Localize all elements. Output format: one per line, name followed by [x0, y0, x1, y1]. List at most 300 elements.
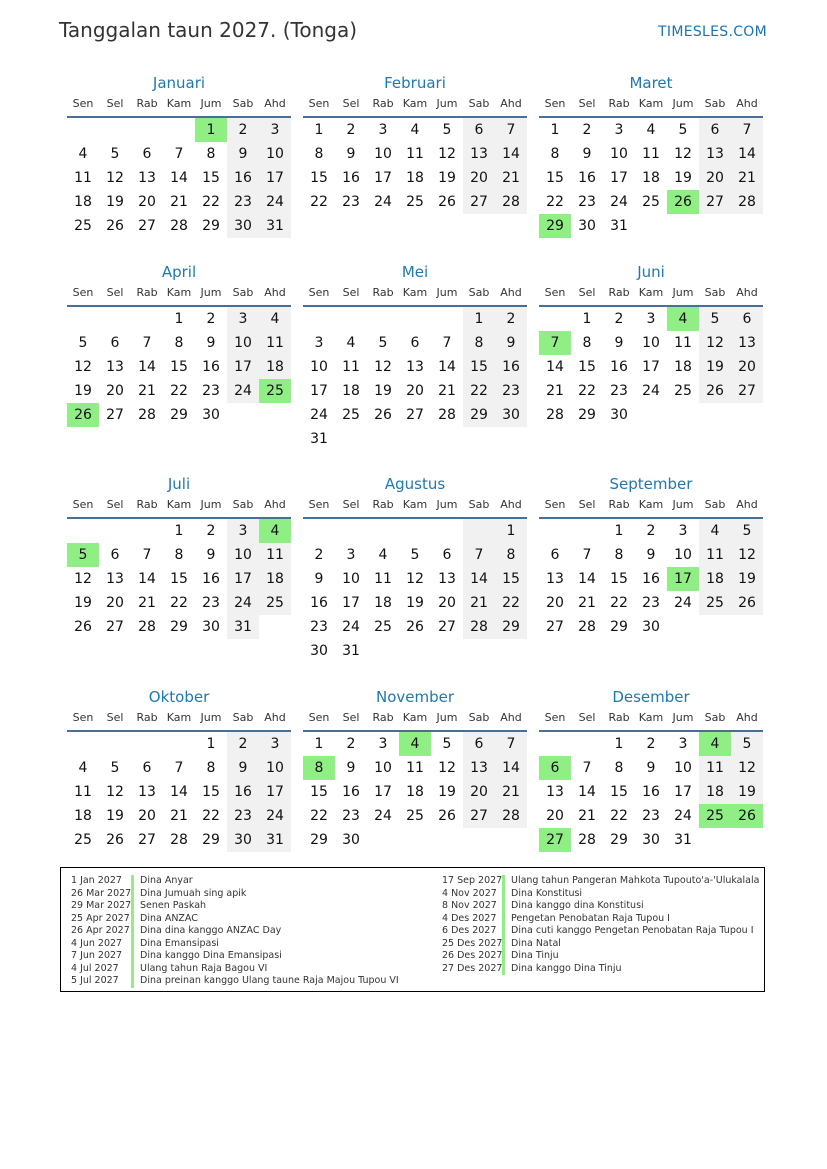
day-cell: 10 [374, 146, 392, 162]
day-cell: 16 [227, 780, 259, 804]
day-cell: 9 [582, 146, 592, 162]
day-cell: 13 [406, 359, 424, 375]
day-cell: 20 [699, 166, 731, 190]
weekday-label: Kam [166, 286, 192, 299]
day-cell: 7 [582, 760, 592, 776]
day-cell: 20 [731, 355, 763, 379]
legend-column-right [442, 875, 759, 975]
weekday-label: Jum [436, 711, 458, 724]
day-cell: 5 [378, 335, 388, 351]
weekday-label: Kam [166, 711, 192, 724]
day-cell: 5 [110, 760, 120, 776]
weekday-header [539, 495, 763, 519]
weekday-header [539, 283, 763, 307]
legend-item [71, 900, 399, 913]
holiday-legend [60, 867, 765, 992]
week-row [539, 591, 763, 615]
day-cell: 19 [438, 784, 456, 800]
empty-cell [731, 214, 763, 238]
week-row [303, 166, 527, 190]
weekday-label: Sab [232, 286, 254, 299]
legend-date: 25 Apr 2027 [71, 912, 130, 924]
day-cell: 13 [546, 784, 564, 800]
day-cell: 10 [674, 760, 692, 776]
month-november [303, 686, 527, 852]
empty-cell [399, 427, 431, 451]
empty-cell [99, 732, 131, 756]
day-cell: 16 [202, 359, 220, 375]
weekday-label: Sen [308, 97, 330, 110]
day-cell: 7 [174, 760, 184, 776]
legend-date: 26 Apr 2027 [71, 925, 130, 936]
day-cell: 2 [227, 118, 259, 142]
day-cell: 30 [202, 407, 220, 423]
day-cell: 12 [699, 331, 731, 355]
legend-item [442, 950, 759, 963]
weekday-label: Sen [544, 711, 566, 724]
weekday-label: Ahd [736, 286, 758, 299]
holiday-marker [131, 963, 134, 976]
day-cell: 9 [206, 335, 216, 351]
day-cell: 9 [227, 756, 259, 780]
day-cell: 29 [310, 832, 328, 848]
month-name: Juni [637, 263, 665, 281]
day-cell: 16 [610, 359, 628, 375]
day-cell: 26 [699, 379, 731, 403]
legend-item [71, 925, 399, 938]
day-cell: 26 [106, 218, 124, 234]
day-cell: 25 [674, 383, 692, 399]
week-row [539, 615, 763, 639]
month-name: April [161, 263, 197, 281]
empty-cell [67, 307, 99, 331]
weekday-label: Kam [638, 711, 664, 724]
weekday-label: Sen [544, 498, 566, 511]
day-cell: 15 [610, 571, 628, 587]
month-name: Agustus [384, 475, 446, 493]
holiday-marker [131, 925, 134, 938]
day-cell: 25 [406, 808, 424, 824]
empty-cell [539, 307, 571, 331]
empty-cell [635, 403, 667, 427]
day-cell: 23 [310, 619, 328, 635]
day-cell: 12 [374, 359, 392, 375]
week-row [539, 214, 763, 238]
day-cell: 7 [582, 547, 592, 563]
legend-date: 4 Jul 2027 [71, 962, 119, 974]
day-cell: 25 [642, 194, 660, 210]
weekday-label: Ahd [736, 711, 758, 724]
legend-holiday-name: Dina dina kanggo ANZAC Day [140, 925, 282, 936]
day-cell: 11 [74, 784, 92, 800]
day-cell: 16 [578, 170, 596, 186]
day-cell: 17 [674, 784, 692, 800]
day-cell: 5 [731, 732, 763, 756]
day-cell: 1 [463, 307, 495, 331]
weekday-label: Rab [608, 711, 630, 724]
legend-holiday-name: Dina ANZAC [140, 912, 198, 924]
day-cell: 14 [438, 359, 456, 375]
month-september [539, 473, 763, 639]
weekday-label: Sen [308, 711, 330, 724]
weekday-label: Sel [578, 286, 596, 299]
day-cell: 20 [138, 194, 156, 210]
day-cell: 19 [106, 808, 124, 824]
day-cell: 3 [346, 547, 356, 563]
day-cell: 25 [259, 591, 291, 615]
day-cell: 10 [342, 571, 360, 587]
day-cell: 11 [406, 760, 424, 776]
day-cell: 3 [378, 736, 388, 752]
day-cell: 17 [259, 780, 291, 804]
week-row [67, 355, 291, 379]
empty-cell [367, 828, 399, 852]
day-cell: 17 [642, 359, 660, 375]
legend-date: 4 Nov 2027 [442, 887, 497, 899]
brand-link[interactable]: TIMESLES.COM [658, 24, 767, 40]
legend-item [71, 963, 399, 976]
day-cell: 26 [106, 832, 124, 848]
day-cell: 9 [646, 547, 656, 563]
day-cell: 24 [674, 808, 692, 824]
day-cell: 30 [610, 407, 628, 423]
week-row [303, 355, 527, 379]
weekday-label: Sab [468, 498, 490, 511]
day-cell: 6 [410, 335, 420, 351]
week-row [539, 756, 763, 780]
weekday-label: Rab [372, 97, 394, 110]
empty-cell [99, 307, 131, 331]
month-april [67, 261, 291, 427]
weekday-label: Jum [672, 498, 694, 511]
day-cell: 14 [546, 359, 564, 375]
day-cell: 25 [406, 194, 424, 210]
day-cell: 12 [438, 146, 456, 162]
day-cell: 2 [614, 311, 624, 327]
day-cell: 23 [610, 383, 628, 399]
day-cell: 13 [463, 756, 495, 780]
day-cell: 5 [110, 146, 120, 162]
holiday-day-cell: 6 [539, 756, 571, 780]
month-maret [539, 72, 763, 238]
weekday-label: Jum [436, 97, 458, 110]
day-cell: 30 [202, 619, 220, 635]
holiday-marker [502, 963, 505, 976]
day-cell: 18 [699, 567, 731, 591]
day-cell: 4 [646, 122, 656, 138]
empty-cell [495, 427, 527, 451]
month-mei [303, 261, 527, 451]
weekday-label: Kam [166, 498, 192, 511]
day-cell: 15 [170, 359, 188, 375]
day-cell: 2 [646, 523, 656, 539]
week-row [303, 331, 527, 355]
day-cell: 3 [678, 736, 688, 752]
holiday-day-cell: 4 [399, 732, 431, 756]
day-cell: 14 [495, 756, 527, 780]
day-cell: 31 [227, 615, 259, 639]
day-cell: 20 [138, 808, 156, 824]
day-cell: 18 [406, 170, 424, 186]
holiday-day-cell: 5 [67, 543, 99, 567]
day-cell: 10 [259, 142, 291, 166]
month-februari [303, 72, 527, 214]
weekday-label: Sel [342, 97, 360, 110]
weekday-label: Sen [308, 286, 330, 299]
legend-holiday-name: Dina kanggo Dina Tinju [511, 962, 622, 974]
day-cell: 24 [610, 194, 628, 210]
week-row [303, 142, 527, 166]
week-row [539, 732, 763, 756]
day-cell: 9 [346, 760, 356, 776]
day-cell: 8 [206, 760, 216, 776]
day-cell: 6 [142, 146, 152, 162]
day-cell: 22 [463, 379, 495, 403]
day-cell: 27 [463, 804, 495, 828]
day-cell: 22 [202, 194, 220, 210]
holiday-day-cell: 7 [539, 331, 571, 355]
day-cell: 16 [642, 571, 660, 587]
weekday-label: Sel [342, 286, 360, 299]
empty-cell [431, 307, 463, 331]
day-cell: 21 [463, 591, 495, 615]
holiday-marker [131, 875, 134, 888]
legend-item [442, 900, 759, 913]
day-cell: 8 [582, 335, 592, 351]
day-cell: 16 [495, 355, 527, 379]
legend-date: 6 Des 2027 [442, 925, 497, 936]
empty-cell [463, 828, 495, 852]
month-name: September [609, 475, 693, 493]
weekday-label: Ahd [500, 711, 522, 724]
day-cell: 4 [410, 122, 420, 138]
day-cell: 6 [442, 547, 452, 563]
day-cell: 31 [342, 643, 360, 659]
day-cell: 23 [642, 595, 660, 611]
day-cell: 12 [674, 146, 692, 162]
day-cell: 24 [227, 379, 259, 403]
week-row [67, 166, 291, 190]
day-cell: 24 [342, 619, 360, 635]
legend-item [71, 888, 399, 901]
legend-date: 26 Mar 2027 [71, 887, 132, 899]
day-cell: 13 [138, 170, 156, 186]
empty-cell [131, 519, 163, 543]
week-row [67, 307, 291, 331]
day-cell: 29 [202, 832, 220, 848]
day-cell: 3 [227, 519, 259, 543]
empty-cell [431, 519, 463, 543]
legend-holiday-name: Dina Konstitusi [511, 887, 583, 899]
legend-holiday-name: Pengetan Penobatan Raja Tupou I [511, 912, 670, 924]
week-row [539, 331, 763, 355]
day-cell: 4 [78, 146, 88, 162]
week-row [539, 142, 763, 166]
empty-cell [67, 118, 99, 142]
empty-cell [699, 615, 731, 639]
day-cell: 24 [374, 808, 392, 824]
day-cell: 19 [74, 383, 92, 399]
day-cell: 1 [495, 519, 527, 543]
empty-cell [99, 519, 131, 543]
day-cell: 29 [610, 619, 628, 635]
weekday-label: Rab [136, 97, 158, 110]
day-cell: 13 [546, 571, 564, 587]
holiday-day-cell: 8 [303, 756, 335, 780]
day-cell: 21 [438, 383, 456, 399]
week-row [303, 567, 527, 591]
week-row [303, 307, 527, 331]
day-cell: 26 [438, 194, 456, 210]
day-cell: 2 [582, 122, 592, 138]
day-cell: 8 [614, 760, 624, 776]
day-cell: 25 [74, 218, 92, 234]
week-row [303, 732, 527, 756]
day-cell: 27 [546, 619, 564, 635]
day-cell: 16 [227, 166, 259, 190]
week-row [67, 615, 291, 639]
day-cell: 23 [495, 379, 527, 403]
holiday-marker [131, 913, 134, 926]
day-cell: 3 [227, 307, 259, 331]
day-cell: 28 [138, 407, 156, 423]
holiday-day-cell: 26 [731, 804, 763, 828]
day-cell: 8 [174, 547, 184, 563]
day-cell: 9 [346, 146, 356, 162]
legend-holiday-name: Dina Natal [511, 937, 561, 949]
empty-cell [227, 403, 259, 427]
holiday-day-cell: 26 [67, 403, 99, 427]
weekday-label: Kam [402, 498, 428, 511]
legend-holiday-name: Dina preinan kanggo Ulang taune Raja Majou Tupou VI [140, 975, 399, 986]
day-cell: 12 [731, 756, 763, 780]
day-cell: 15 [578, 359, 596, 375]
weekday-label: Sen [308, 498, 330, 511]
day-cell: 25 [374, 619, 392, 635]
week-row [67, 828, 291, 852]
month-januari [67, 72, 291, 238]
holiday-marker [131, 888, 134, 901]
holiday-marker [502, 888, 505, 901]
weekday-label: Rab [372, 286, 394, 299]
day-cell: 14 [170, 170, 188, 186]
weekday-label: Sab [704, 711, 726, 724]
week-row [539, 543, 763, 567]
legend-date: 4 Des 2027 [442, 912, 497, 924]
day-cell: 23 [642, 808, 660, 824]
weekday-label: Rab [372, 711, 394, 724]
day-cell: 9 [646, 760, 656, 776]
weekday-label: Ahd [500, 97, 522, 110]
holiday-day-cell: 1 [195, 118, 227, 142]
day-cell: 12 [106, 170, 124, 186]
weekday-label: Kam [402, 286, 428, 299]
day-cell: 10 [674, 547, 692, 563]
day-cell: 14 [578, 571, 596, 587]
day-cell: 16 [642, 784, 660, 800]
empty-cell [571, 519, 603, 543]
day-cell: 3 [678, 523, 688, 539]
day-cell: 14 [463, 567, 495, 591]
day-cell: 28 [463, 615, 495, 639]
day-cell: 27 [463, 190, 495, 214]
empty-cell [163, 732, 195, 756]
day-cell: 22 [170, 595, 188, 611]
weekday-label: Sel [106, 498, 124, 511]
day-cell: 21 [546, 383, 564, 399]
day-cell: 22 [546, 194, 564, 210]
week-row [539, 519, 763, 543]
day-cell: 10 [310, 359, 328, 375]
week-row [303, 519, 527, 543]
day-cell: 18 [374, 595, 392, 611]
week-row [67, 780, 291, 804]
legend-holiday-name: Dina Emansipasi [140, 937, 219, 949]
month-desember [539, 686, 763, 852]
week-row [303, 118, 527, 142]
day-cell: 4 [259, 307, 291, 331]
holiday-day-cell: 17 [667, 567, 699, 591]
day-cell: 25 [699, 591, 731, 615]
empty-cell [731, 615, 763, 639]
weekday-label: Sen [72, 97, 94, 110]
legend-date: 5 Jul 2027 [71, 975, 119, 986]
day-cell: 27 [699, 190, 731, 214]
day-cell: 8 [614, 547, 624, 563]
day-cell: 18 [699, 780, 731, 804]
day-cell: 25 [342, 407, 360, 423]
day-cell: 28 [546, 407, 564, 423]
weekday-label: Kam [638, 498, 664, 511]
day-cell: 24 [259, 190, 291, 214]
weekday-label: Sel [578, 498, 596, 511]
week-row [303, 427, 527, 451]
day-cell: 26 [406, 619, 424, 635]
day-cell: 17 [227, 355, 259, 379]
weekday-label: Kam [402, 97, 428, 110]
day-cell: 27 [438, 619, 456, 635]
legend-item [71, 938, 399, 951]
weekday-label: Sel [106, 286, 124, 299]
day-cell: 10 [259, 756, 291, 780]
legend-date: 17 Sep 2027 [442, 875, 503, 886]
day-cell: 20 [463, 780, 495, 804]
legend-item [442, 938, 759, 951]
day-cell: 22 [578, 383, 596, 399]
day-cell: 3 [314, 335, 324, 351]
day-cell: 17 [374, 170, 392, 186]
day-cell: 18 [74, 194, 92, 210]
day-cell: 13 [138, 784, 156, 800]
week-row [67, 403, 291, 427]
week-row [539, 190, 763, 214]
weekday-label: Sel [342, 711, 360, 724]
holiday-marker [502, 900, 505, 913]
day-cell: 20 [406, 383, 424, 399]
day-cell: 6 [110, 547, 120, 563]
week-row [303, 615, 527, 639]
day-cell: 7 [463, 543, 495, 567]
day-cell: 11 [74, 170, 92, 186]
day-cell: 7 [731, 118, 763, 142]
weekday-label: Jum [200, 97, 222, 110]
day-cell: 27 [106, 619, 124, 635]
day-cell: 11 [699, 756, 731, 780]
weekday-label: Sel [106, 97, 124, 110]
weekday-label: Jum [436, 498, 458, 511]
day-cell: 31 [259, 214, 291, 238]
day-cell: 27 [406, 407, 424, 423]
